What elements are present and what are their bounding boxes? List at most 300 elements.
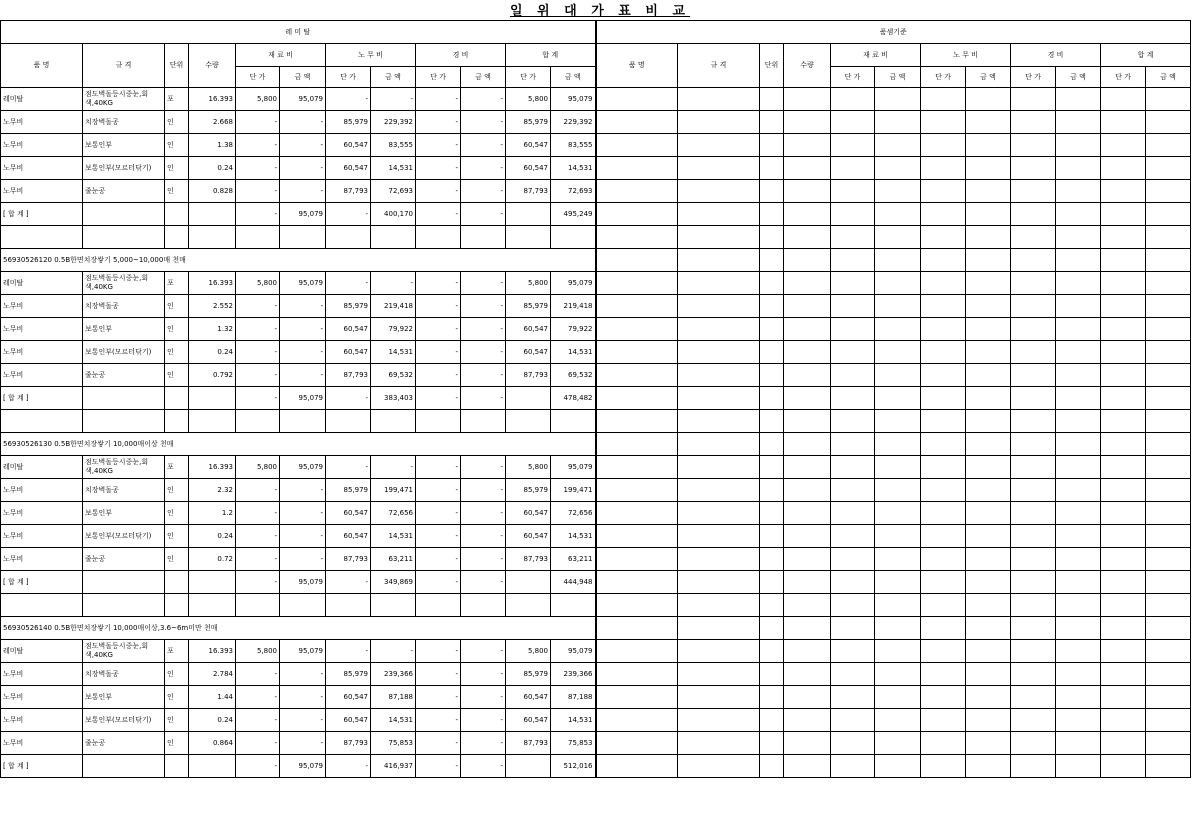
cell-total-unitprice <box>506 203 551 226</box>
right-empty-cell <box>1101 318 1146 341</box>
right-empty-cell <box>760 134 784 157</box>
cell-unit: 인 <box>165 341 189 364</box>
subtotal-row <box>1 571 1191 594</box>
right-empty-cell <box>784 157 831 180</box>
cell-qty: 0.24 <box>189 709 236 732</box>
left-empty-cell <box>551 410 596 433</box>
right-empty-cell <box>1056 88 1101 111</box>
cell-total-amount: 495,249 <box>551 203 596 226</box>
cell-spec: 치장벽돌공 <box>83 111 165 134</box>
right-empty-cell <box>831 226 875 249</box>
col-expense-header-right: 경 비 <box>1011 44 1101 67</box>
left-empty-cell <box>416 410 461 433</box>
right-empty-cell <box>875 433 921 456</box>
cell-expense-unitprice: - <box>416 686 461 709</box>
col-labor-header-right: 노 무 비 <box>921 44 1011 67</box>
cell-spec: 보통인부 <box>83 318 165 341</box>
right-empty-cell <box>921 479 966 502</box>
material-unitprice-header-right: 단 가 <box>831 67 875 88</box>
right-empty-cell <box>966 433 1011 456</box>
right-empty-cell <box>784 88 831 111</box>
table-row <box>1 272 1191 295</box>
cell-unit: 포 <box>165 456 189 479</box>
cell-total-amount: 83,555 <box>551 134 596 157</box>
right-empty-cell <box>921 433 966 456</box>
table-row <box>1 709 1191 732</box>
right-empty-cell <box>875 180 921 203</box>
right-empty-cell <box>784 364 831 387</box>
right-empty-cell <box>1101 226 1146 249</box>
right-empty-cell <box>1056 502 1101 525</box>
right-empty-cell <box>1056 134 1101 157</box>
header-row-groups <box>1 44 1191 67</box>
right-empty-cell <box>678 617 760 640</box>
right-empty-cell <box>831 548 875 571</box>
cell-labor-amount: 14,531 <box>371 157 416 180</box>
right-empty-cell <box>1011 525 1056 548</box>
cell-expense-amount: - <box>461 341 506 364</box>
col-spec-header-right: 규 격 <box>678 44 760 88</box>
right-empty-cell <box>760 387 784 410</box>
right-empty-cell <box>1101 295 1146 318</box>
table-row <box>1 111 1191 134</box>
cell-item: 노무비 <box>1 364 83 387</box>
right-empty-cell <box>966 180 1011 203</box>
right-empty-cell <box>784 594 831 617</box>
right-empty-cell <box>831 479 875 502</box>
right-empty-cell <box>784 456 831 479</box>
left-empty-cell <box>280 226 326 249</box>
cell-material-unitprice: - <box>236 387 280 410</box>
right-empty-cell <box>831 318 875 341</box>
right-empty-cell <box>678 295 760 318</box>
cell-qty: 2.552 <box>189 295 236 318</box>
cell-expense-amount: - <box>461 663 506 686</box>
group-code-label: 56930526130 0.5B한면치장쌓기 10,000매이상 천매 <box>1 433 596 456</box>
right-empty-cell <box>1056 686 1101 709</box>
cell-total-unitprice: 85,979 <box>506 479 551 502</box>
right-empty-cell <box>678 663 760 686</box>
right-empty-cell <box>1101 410 1146 433</box>
right-empty-cell <box>784 341 831 364</box>
cell-expense-unitprice: - <box>416 502 461 525</box>
right-empty-cell <box>784 479 831 502</box>
right-empty-cell <box>1011 663 1056 686</box>
right-empty-cell <box>1146 594 1191 617</box>
cell-total-amount: 478,482 <box>551 387 596 410</box>
cell-unit: 인 <box>165 502 189 525</box>
cell-qty <box>189 755 236 778</box>
cell-expense-amount: - <box>461 203 506 226</box>
right-empty-cell <box>966 640 1011 663</box>
cell-expense-amount: - <box>461 134 506 157</box>
right-empty-cell <box>875 502 921 525</box>
right-empty-cell <box>1056 410 1101 433</box>
document-title <box>0 0 1200 20</box>
cell-total-unitprice: 60,547 <box>506 157 551 180</box>
cell-unit: 인 <box>165 732 189 755</box>
cell-material-unitprice: 5,800 <box>236 640 280 663</box>
cell-total-amount: 72,656 <box>551 502 596 525</box>
cell-expense-amount: - <box>461 571 506 594</box>
right-empty-cell <box>1011 548 1056 571</box>
cell-item: [ 합 계 ] <box>1 755 83 778</box>
cell-total-unitprice: 60,547 <box>506 709 551 732</box>
cell-labor-amount: 14,531 <box>371 525 416 548</box>
cell-material-unitprice: - <box>236 686 280 709</box>
right-empty-cell <box>875 387 921 410</box>
cell-item: 노무비 <box>1 479 83 502</box>
right-empty-cell <box>1101 709 1146 732</box>
table-row <box>1 456 1191 479</box>
right-empty-cell <box>875 548 921 571</box>
left-empty-cell <box>83 410 165 433</box>
left-empty-cell <box>551 594 596 617</box>
cell-item: 노무비 <box>1 732 83 755</box>
cell-material-unitprice: - <box>236 341 280 364</box>
right-empty-cell <box>596 364 678 387</box>
cell-expense-unitprice: - <box>416 364 461 387</box>
right-empty-cell <box>1056 640 1101 663</box>
expense-unitprice-header-right: 단 가 <box>1011 67 1056 88</box>
right-empty-cell <box>1101 433 1146 456</box>
right-empty-cell <box>831 663 875 686</box>
right-empty-cell <box>1056 226 1101 249</box>
right-empty-cell <box>1101 364 1146 387</box>
right-empty-cell <box>966 364 1011 387</box>
left-empty-cell <box>280 410 326 433</box>
right-empty-cell <box>921 617 966 640</box>
right-empty-cell <box>1011 387 1056 410</box>
right-empty-cell <box>784 640 831 663</box>
right-empty-cell <box>596 341 678 364</box>
right-empty-cell <box>1011 571 1056 594</box>
right-empty-cell <box>921 295 966 318</box>
right-empty-cell <box>921 318 966 341</box>
right-empty-cell <box>596 456 678 479</box>
table-row <box>1 318 1191 341</box>
right-empty-cell <box>1056 318 1101 341</box>
cell-item: 레미탈 <box>1 640 83 663</box>
right-empty-cell <box>678 111 760 134</box>
right-empty-cell <box>1146 111 1191 134</box>
cell-item: 노무비 <box>1 180 83 203</box>
cell-total-amount: 14,531 <box>551 341 596 364</box>
right-empty-cell <box>1056 433 1101 456</box>
col-unit-header: 단위 <box>165 44 189 88</box>
left-empty-cell <box>165 410 189 433</box>
right-empty-cell <box>1056 341 1101 364</box>
expense-amount-header: 금 액 <box>461 67 506 88</box>
right-empty-cell <box>875 88 921 111</box>
right-empty-cell <box>596 226 678 249</box>
cell-labor-unitprice: 60,547 <box>326 157 371 180</box>
right-empty-cell <box>1056 203 1101 226</box>
right-empty-cell <box>678 410 760 433</box>
cell-expense-unitprice: - <box>416 387 461 410</box>
cell-unit: 인 <box>165 525 189 548</box>
table-row <box>1 502 1191 525</box>
right-empty-cell <box>875 479 921 502</box>
cell-labor-amount: 349,869 <box>371 571 416 594</box>
right-empty-cell <box>784 111 831 134</box>
right-empty-cell <box>760 226 784 249</box>
cell-labor-amount: 79,922 <box>371 318 416 341</box>
right-empty-cell <box>678 571 760 594</box>
group-code-row <box>1 249 1191 272</box>
right-empty-cell <box>1011 249 1056 272</box>
cell-total-amount: 239,366 <box>551 663 596 686</box>
right-empty-cell <box>760 479 784 502</box>
cell-item: 노무비 <box>1 548 83 571</box>
right-empty-cell <box>966 686 1011 709</box>
cell-expense-amount: - <box>461 686 506 709</box>
right-empty-cell <box>1011 341 1056 364</box>
cell-unit: 인 <box>165 548 189 571</box>
cell-labor-unitprice: - <box>326 387 371 410</box>
right-empty-cell <box>760 272 784 295</box>
cell-spec: 보통인부(모르터닦기) <box>83 525 165 548</box>
right-empty-cell <box>1056 157 1101 180</box>
cell-expense-unitprice: - <box>416 663 461 686</box>
right-empty-cell <box>678 502 760 525</box>
right-empty-cell <box>1101 663 1146 686</box>
cell-labor-unitprice: 60,547 <box>326 525 371 548</box>
right-empty-cell <box>1146 502 1191 525</box>
cell-qty: 0.24 <box>189 341 236 364</box>
right-empty-cell <box>1101 548 1146 571</box>
right-empty-cell <box>831 364 875 387</box>
right-empty-cell <box>831 525 875 548</box>
right-empty-cell <box>1146 272 1191 295</box>
right-empty-cell <box>1146 387 1191 410</box>
cell-labor-amount: 14,531 <box>371 341 416 364</box>
right-empty-cell <box>678 479 760 502</box>
right-empty-cell <box>1101 525 1146 548</box>
cell-expense-amount: - <box>461 318 506 341</box>
cell-unit: 인 <box>165 686 189 709</box>
group-code-label: 56930526140 0.5B한면치장쌓기 10,000매이상,3.6~6m미만 천매 <box>1 617 596 640</box>
right-empty-cell <box>966 249 1011 272</box>
right-empty-cell <box>921 111 966 134</box>
right-empty-cell <box>921 134 966 157</box>
cell-unit: 인 <box>165 479 189 502</box>
cell-qty: 0.792 <box>189 364 236 387</box>
cell-unit: 인 <box>165 709 189 732</box>
cell-expense-amount: - <box>461 157 506 180</box>
table-row <box>1 686 1191 709</box>
right-empty-cell <box>678 640 760 663</box>
right-empty-cell <box>921 732 966 755</box>
right-empty-cell <box>784 663 831 686</box>
cell-item: 노무비 <box>1 111 83 134</box>
cell-total-unitprice: 60,547 <box>506 134 551 157</box>
col-labor-header: 노 무 비 <box>326 44 416 67</box>
right-empty-cell <box>596 617 678 640</box>
right-empty-cell <box>1101 617 1146 640</box>
cell-expense-amount: - <box>461 525 506 548</box>
cell-expense-unitprice: - <box>416 571 461 594</box>
right-empty-cell <box>1056 456 1101 479</box>
cell-expense-amount: - <box>461 640 506 663</box>
right-empty-cell <box>1146 548 1191 571</box>
right-empty-cell <box>831 755 875 778</box>
right-empty-cell <box>784 525 831 548</box>
right-empty-cell <box>596 732 678 755</box>
left-empty-cell <box>280 594 326 617</box>
cell-total-amount: 72,693 <box>551 180 596 203</box>
cell-material-amount: - <box>280 180 326 203</box>
right-empty-cell <box>1011 364 1056 387</box>
cell-material-amount: 95,079 <box>280 203 326 226</box>
right-empty-cell <box>1146 755 1191 778</box>
cell-expense-amount: - <box>461 456 506 479</box>
cell-qty: 0.24 <box>189 157 236 180</box>
right-empty-cell <box>966 456 1011 479</box>
cell-labor-unitprice: 60,547 <box>326 341 371 364</box>
right-empty-cell <box>678 686 760 709</box>
cell-total-unitprice: 87,793 <box>506 364 551 387</box>
right-empty-cell <box>1056 548 1101 571</box>
right-empty-cell <box>875 295 921 318</box>
right-empty-cell <box>1101 640 1146 663</box>
cell-total-amount: 14,531 <box>551 709 596 732</box>
left-empty-cell <box>506 594 551 617</box>
right-empty-cell <box>1011 755 1056 778</box>
right-empty-cell <box>831 134 875 157</box>
cell-labor-unitprice: - <box>326 203 371 226</box>
cell-item: 노무비 <box>1 341 83 364</box>
right-empty-cell <box>1101 203 1146 226</box>
right-empty-cell <box>921 571 966 594</box>
right-empty-cell <box>921 755 966 778</box>
right-empty-cell <box>966 387 1011 410</box>
right-empty-cell <box>760 410 784 433</box>
cell-unit: 포 <box>165 272 189 295</box>
cell-material-amount: - <box>280 548 326 571</box>
right-empty-cell <box>678 732 760 755</box>
right-empty-cell <box>1056 387 1101 410</box>
right-empty-cell <box>1146 709 1191 732</box>
right-empty-cell <box>1011 272 1056 295</box>
right-empty-cell <box>1146 410 1191 433</box>
right-empty-cell <box>784 709 831 732</box>
right-empty-cell <box>966 502 1011 525</box>
cell-expense-amount: - <box>461 548 506 571</box>
right-empty-cell <box>875 226 921 249</box>
right-empty-cell <box>875 341 921 364</box>
left-empty-cell <box>461 410 506 433</box>
cell-labor-amount: 72,693 <box>371 180 416 203</box>
col-unit-header-right: 단위 <box>760 44 784 88</box>
right-empty-cell <box>1011 134 1056 157</box>
left-empty-cell <box>83 226 165 249</box>
cell-labor-unitprice: - <box>326 272 371 295</box>
right-empty-cell <box>1146 249 1191 272</box>
right-empty-cell <box>1011 295 1056 318</box>
right-empty-cell <box>1056 111 1101 134</box>
right-empty-cell <box>596 571 678 594</box>
right-empty-cell <box>678 88 760 111</box>
cell-material-amount: - <box>280 134 326 157</box>
right-empty-cell <box>1011 203 1056 226</box>
right-empty-cell <box>596 111 678 134</box>
cell-material-amount: - <box>280 525 326 548</box>
right-empty-cell <box>678 341 760 364</box>
cell-spec: 줄눈공 <box>83 364 165 387</box>
cell-spec: 치장벽돌공 <box>83 663 165 686</box>
right-empty-cell <box>966 410 1011 433</box>
cell-item: 레미탈 <box>1 88 83 111</box>
right-empty-cell <box>921 686 966 709</box>
right-empty-cell <box>1101 111 1146 134</box>
right-empty-cell <box>966 594 1011 617</box>
total-amount-header: 금 액 <box>551 67 596 88</box>
right-empty-cell <box>1056 617 1101 640</box>
cell-total-unitprice: 85,979 <box>506 663 551 686</box>
table-row <box>1 180 1191 203</box>
right-empty-cell <box>875 249 921 272</box>
right-empty-cell <box>596 249 678 272</box>
right-empty-cell <box>1011 456 1056 479</box>
right-empty-cell <box>784 617 831 640</box>
right-empty-cell <box>784 433 831 456</box>
cell-expense-unitprice: - <box>416 180 461 203</box>
right-empty-cell <box>760 456 784 479</box>
cell-material-unitprice: - <box>236 525 280 548</box>
right-empty-cell <box>831 617 875 640</box>
cell-total-amount: 14,531 <box>551 525 596 548</box>
cell-item: 노무비 <box>1 525 83 548</box>
right-empty-cell <box>760 111 784 134</box>
right-empty-cell <box>784 686 831 709</box>
right-empty-cell <box>596 663 678 686</box>
right-empty-cell <box>1101 180 1146 203</box>
table-row <box>1 663 1191 686</box>
material-amount-header: 금 액 <box>280 67 326 88</box>
right-empty-cell <box>921 226 966 249</box>
cell-labor-amount: 239,366 <box>371 663 416 686</box>
right-empty-cell <box>921 709 966 732</box>
right-empty-cell <box>1056 755 1101 778</box>
right-empty-cell <box>1101 479 1146 502</box>
cell-total-unitprice: 85,979 <box>506 111 551 134</box>
right-empty-cell <box>831 732 875 755</box>
cell-qty: 0.24 <box>189 525 236 548</box>
cell-item: [ 합 계 ] <box>1 387 83 410</box>
right-empty-cell <box>831 433 875 456</box>
left-empty-cell <box>326 594 371 617</box>
cell-qty: 16.393 <box>189 456 236 479</box>
cell-labor-unitprice: 87,793 <box>326 548 371 571</box>
cell-expense-unitprice: - <box>416 295 461 318</box>
subtotal-row <box>1 203 1191 226</box>
cell-expense-amount: - <box>461 732 506 755</box>
blank-row <box>1 594 1191 617</box>
right-empty-cell <box>1146 341 1191 364</box>
cell-expense-unitprice: - <box>416 640 461 663</box>
cell-expense-unitprice: - <box>416 525 461 548</box>
table-row <box>1 134 1191 157</box>
comparison-table <box>0 20 1191 778</box>
cell-qty: 2.784 <box>189 663 236 686</box>
cell-material-amount: - <box>280 686 326 709</box>
cell-spec: 보통인부 <box>83 134 165 157</box>
cell-expense-unitprice: - <box>416 755 461 778</box>
right-empty-cell <box>1146 479 1191 502</box>
group-code-row <box>1 433 1191 456</box>
right-empty-cell <box>784 249 831 272</box>
